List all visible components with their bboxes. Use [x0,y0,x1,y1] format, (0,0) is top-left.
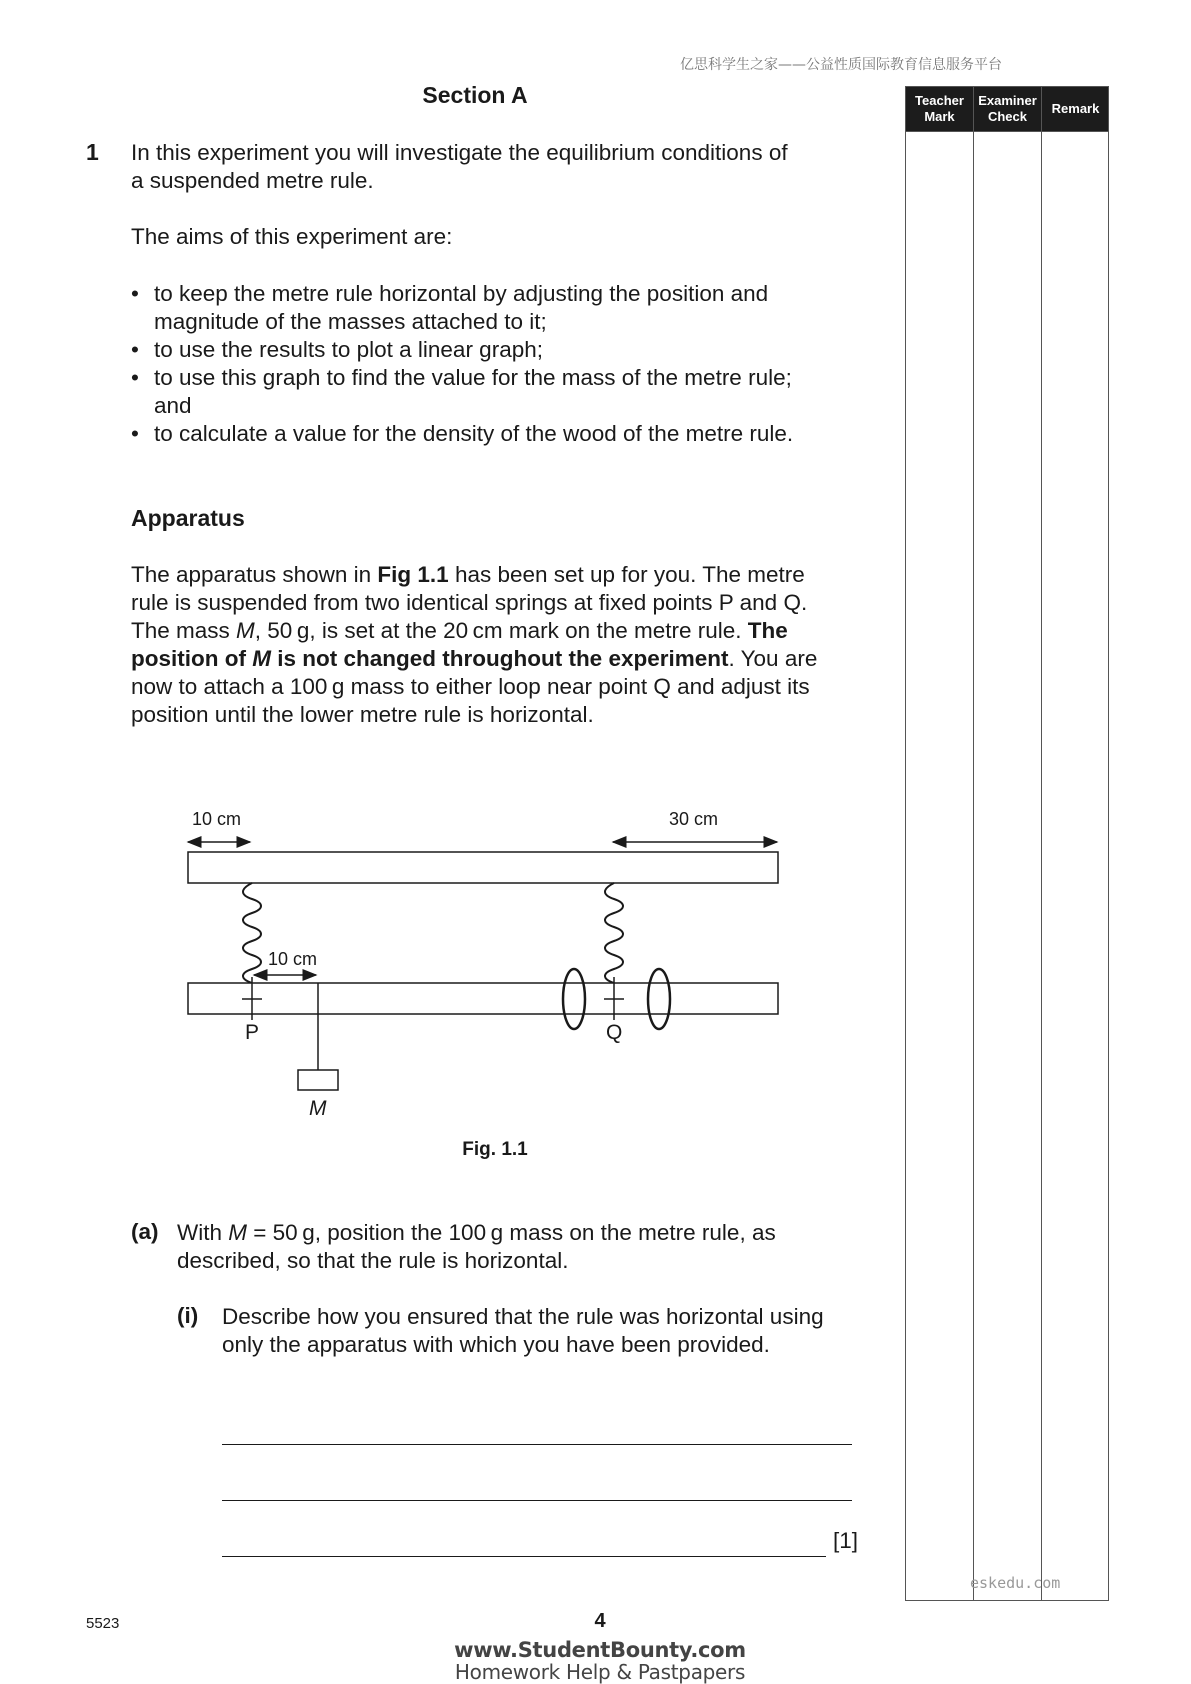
dim-label-left: 10 cm [192,809,242,829]
lower-metre-rule [188,983,778,1014]
aim-item: • to use the results to plot a linear graph; [131,336,871,364]
aims-list [131,280,871,448]
marks-indicator: [1] [833,1528,859,1553]
upper-support-rule [188,852,778,883]
apparatus-heading: Apparatus [131,505,245,531]
aim-item: • to calculate a value for the density of the wood of the metre rule. [131,420,871,448]
examiner-check-header: Examiner Check [978,93,1037,124]
part-a-text: With M = 50 g, position the 100 g mass on the metre rule, as described, so that the rule is horizontal. [177,1220,776,1273]
remark-header: Remark [1051,101,1100,116]
part-a-label: (a) [131,1219,159,1244]
answer-line[interactable] [222,1556,826,1557]
dim-label-right: 30 cm [669,809,719,829]
paper-code: 5523 [86,1615,120,1632]
fig-1-1-diagram [180,805,800,1135]
question-intro: In this experiment you will investigate the equilibrium conditions of a suspended metre rule. [131,140,788,193]
teacher-mark-header: Teacher Mark [915,93,964,124]
aim-item: • to use this graph to find the value for the mass of the metre rule; and [131,364,871,420]
studentbounty-tagline: Homework Help & Pastpapers [454,1660,746,1684]
part-i-text: Describe how you ensured that the rule was horizontal using only the apparatus with which you have been provided. [222,1304,824,1357]
answer-line[interactable] [222,1444,852,1445]
header-watermark: 亿思科学生之家——公益性质国际教育信息服务平台 [680,57,1002,73]
label-q: Q [606,1021,623,1044]
dim-label-mid: 10 cm [268,949,318,969]
apparatus-paragraph: The apparatus shown in Fig 1.1 has been set up for you. The metre rule is suspended from two identical springs at fixed points P and Q. The mass M, 50 g, is set at the 20 cm mark on the metre rule. The position of M is not changed throughout the experiment. You are now to attach a 100 g mass to either loop near point Q and adjust its position until the lower metre rule is horizontal. [131,562,818,727]
aims-lead: The aims of this experiment are: [131,224,453,249]
label-m: M [309,1097,327,1120]
section-title: Section A [422,82,528,108]
footer-watermark: eskedu.com [970,1574,1061,1592]
spring-right [605,883,623,983]
header-divider [906,131,1108,132]
aim-item: • to keep the metre rule horizontal by adjusting the position and magnitude of the masses attached to it; [131,280,871,336]
figure-caption: Fig. 1.1 [462,1139,528,1160]
label-p: P [245,1021,260,1044]
part-i-label: (i) [177,1303,199,1328]
studentbounty-url: www.StudentBounty.com [454,1638,746,1662]
page-number: 4 [594,1610,606,1632]
mark-table-header [906,87,1108,131]
answer-line[interactable] [222,1500,852,1501]
column-divider [1041,87,1042,1600]
mass-m [298,1070,338,1090]
column-divider [973,87,974,1600]
spring-left [243,883,261,983]
mark-table [905,86,1109,1601]
question-number: 1 [86,139,99,165]
